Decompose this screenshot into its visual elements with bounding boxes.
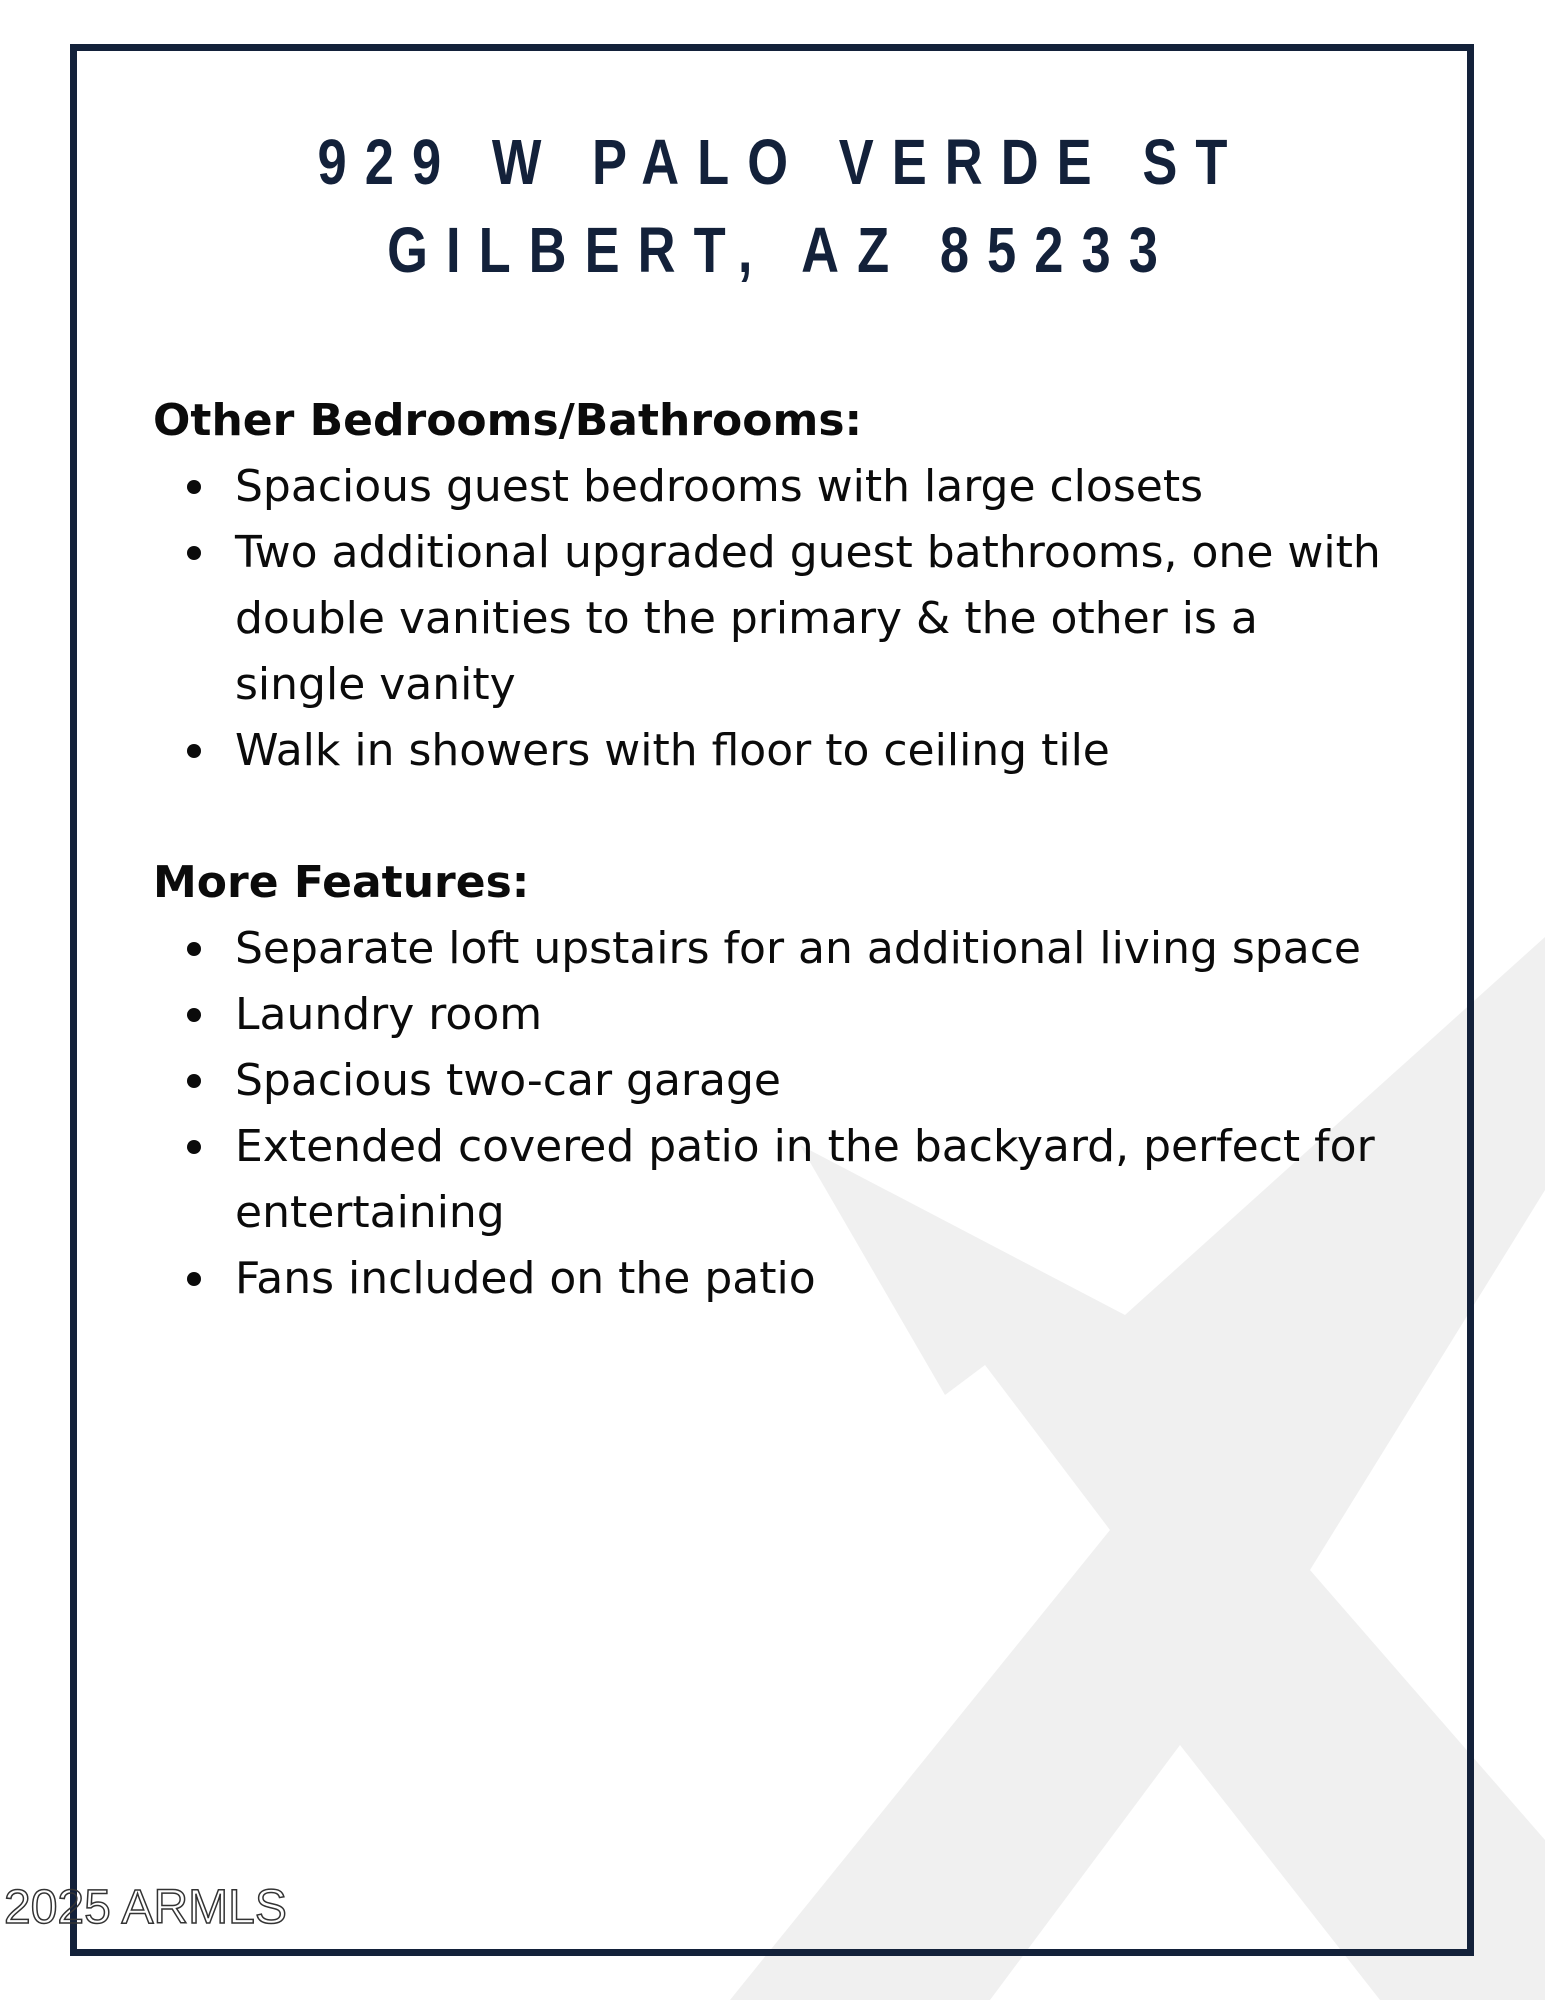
bullet-icon (187, 1074, 201, 1088)
bedrooms-list (153, 454, 1393, 784)
bullet-icon (187, 1008, 201, 1022)
list-item (235, 718, 1393, 784)
content (153, 388, 1393, 1378)
list-item (235, 454, 1393, 520)
list-item-text: Two additional upgraded guest bathrooms, one with double vanities to the primary & the other is a single vanity (235, 527, 1381, 710)
copyright-watermark: 2025 ARMLS (4, 1881, 287, 1934)
bullet-icon (187, 1140, 201, 1154)
list-item (235, 916, 1393, 982)
list-item-text: Extended covered patio in the backyard, perfect for entertaining (235, 1121, 1375, 1238)
list-item (235, 1246, 1393, 1312)
bullet-icon (187, 744, 201, 758)
address-line-1: 929 W PALO VERDE ST (317, 126, 1246, 198)
list-item-text: Spacious two-car garage (235, 1055, 781, 1106)
bullet-icon (187, 480, 201, 494)
list-item (235, 1048, 1393, 1114)
list-item-text: Laundry room (235, 989, 543, 1040)
features-list (153, 916, 1393, 1312)
section-title-bedrooms: Other Bedrooms/Bathrooms: (153, 395, 863, 446)
address-line-2: GILBERT, AZ 85233 (387, 214, 1176, 286)
list-item-text: Spacious guest bedrooms with large closets (235, 461, 1203, 512)
bullet-icon (187, 942, 201, 956)
list-item-text: Separate loft upstairs for an additional living space (235, 923, 1361, 974)
list-item-text: Walk in showers with floor to ceiling tile (235, 725, 1110, 776)
section-title-features: More Features: (153, 857, 530, 908)
list-item-text: Fans included on the patio (235, 1253, 816, 1304)
page-title (139, 118, 1406, 294)
bullet-icon (187, 1272, 201, 1286)
list-item (235, 520, 1393, 718)
list-item (235, 1114, 1393, 1246)
list-item (235, 982, 1393, 1048)
bullet-icon (187, 546, 201, 560)
